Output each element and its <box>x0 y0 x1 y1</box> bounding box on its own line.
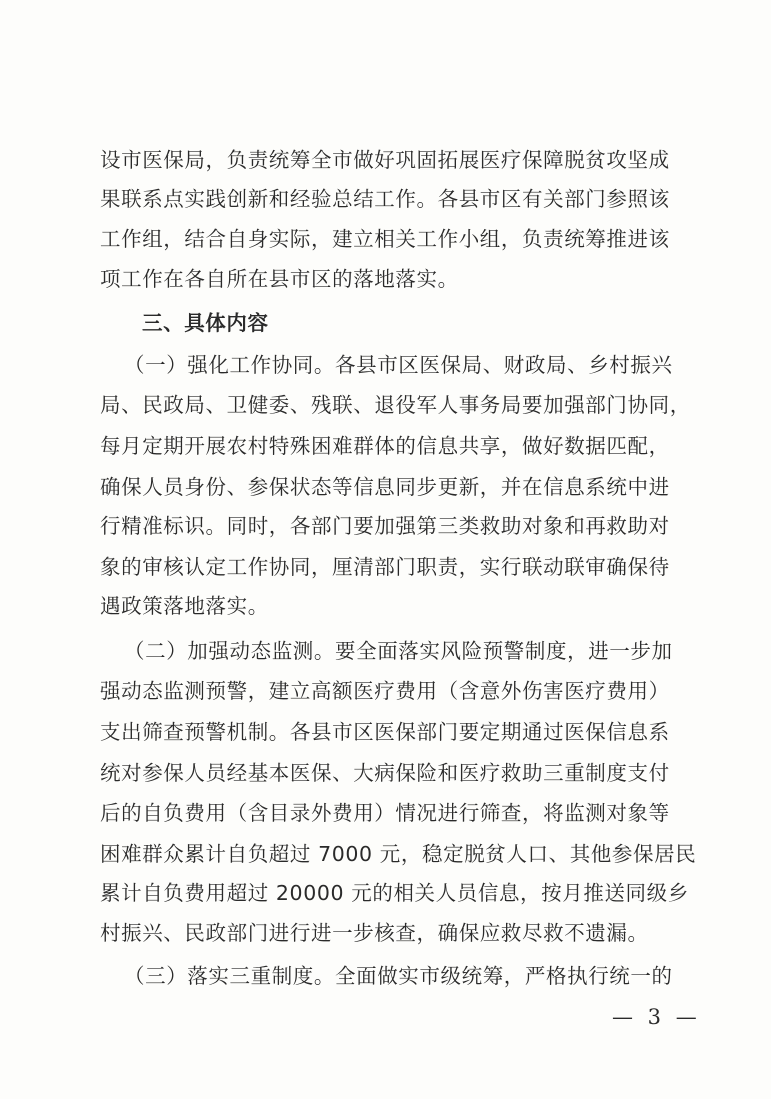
line-text: 困难群众累计自负超过 7000 元，稳定脱贫人口、其他参保居民 <box>100 842 697 866</box>
section-heading <box>0 305 771 341</box>
text-line <box>0 549 771 585</box>
line-text: 项工作在各自所在县市区的落地落实。 <box>100 267 459 291</box>
line-text: 村振兴、民政部门进行进一步核查，确保应救尽救不遗漏。 <box>100 921 649 945</box>
text-line <box>0 875 771 911</box>
line-text: （二）加强动态监测。要全面落实风险预警制度，进一步加 <box>124 639 673 663</box>
text-line <box>0 633 771 669</box>
line-text: 统对参保人员经基本医保、大病保险和医疗救助三重制度支付 <box>100 761 670 785</box>
line-text: 果联系点实践创新和经验总结工作。各县市区有关部门参照该 <box>100 187 670 211</box>
line-text: 遇政策落地落实。 <box>100 594 269 618</box>
text-line <box>0 755 771 791</box>
line-text: 设市医保局，负责统筹全市做好巩固拓展医疗保障脱贫攻坚成 <box>100 148 670 172</box>
text-line <box>0 347 771 383</box>
text-line <box>0 181 771 217</box>
text-line <box>0 714 771 750</box>
line-text: 后的自负费用（含目录外费用）情况进行筛查，将监测对象等 <box>100 801 670 825</box>
text-line <box>0 142 771 178</box>
text-line <box>0 795 771 831</box>
line-text: （一）强化工作协同。各县市区医保局、财政局、乡村振兴 <box>124 353 673 377</box>
line-text: （三）落实三重制度。全面做实市级统筹，严格执行统一的 <box>124 964 673 988</box>
text-line <box>0 588 771 624</box>
text-line <box>0 221 771 257</box>
text-line <box>0 428 771 464</box>
text-line <box>0 836 771 872</box>
text-line <box>0 508 771 544</box>
text-line <box>0 469 771 505</box>
line-text: 累计自负费用超过 20000 元的相关人员信息，按月推送同级乡 <box>100 881 689 905</box>
text-line <box>0 673 771 709</box>
line-text: 强动态监测预警，建立高额医疗费用（含意外伤害医疗费用） <box>100 679 670 703</box>
text-line <box>0 261 771 297</box>
line-text: 象的审核认定工作协同，厘清部门职责，实行联动联审确保待 <box>100 555 670 579</box>
page-number: — 3 — <box>612 1005 701 1029</box>
text-line <box>0 387 771 423</box>
line-text: 工作组，结合自身实际，建立相关工作小组，负责统筹推进该 <box>100 227 670 251</box>
text-line <box>0 958 771 994</box>
line-text: 确保人员身份、参保状态等信息同步更新，并在信息系统中进 <box>100 475 670 499</box>
line-text: 局、民政局、卫健委、残联、退役军人事务局要加强部门协同， <box>100 393 691 417</box>
line-text: 行精准标识。同时，各部门要加强第三类救助对象和再救助对 <box>100 514 670 538</box>
text-line <box>0 915 771 951</box>
line-text: 每月定期开展农村特殊困难群体的信息共享，做好数据匹配， <box>100 434 670 458</box>
section-heading-text: 三、具体内容 <box>142 311 269 335</box>
line-text: 支出筛查预警机制。各县市区医保部门要定期通过医保信息系 <box>100 720 670 744</box>
